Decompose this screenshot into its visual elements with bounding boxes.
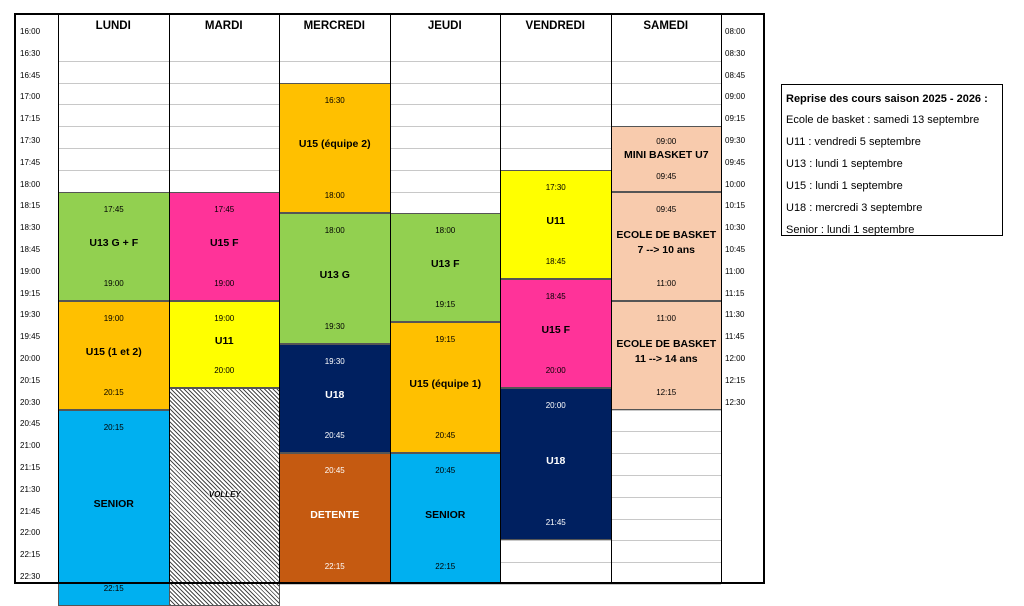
restart-line-senior: Senior : lundi 1 septembre bbox=[786, 224, 915, 236]
time-label-saturday: 11:00 bbox=[725, 266, 745, 276]
time-label-evening: 16:30 bbox=[20, 48, 41, 58]
time-label-evening: 20:30 bbox=[20, 397, 41, 407]
session-start-time: 09:00 bbox=[656, 137, 677, 147]
time-label-evening: 19:30 bbox=[20, 310, 41, 320]
time-label-evening: 19:45 bbox=[20, 332, 41, 342]
session-end-time: 18:00 bbox=[324, 191, 345, 201]
time-label-evening: 18:45 bbox=[20, 245, 41, 254]
session-start-time: 20:00 bbox=[545, 400, 566, 410]
time-label-evening: 20:45 bbox=[20, 419, 41, 429]
session-start-time: 19:00 bbox=[103, 313, 124, 323]
session-label: U13 G + F bbox=[89, 236, 139, 249]
session-start-time: 19:30 bbox=[324, 357, 345, 367]
time-label-evening: 20:00 bbox=[20, 354, 41, 363]
session-start-time: 16:30 bbox=[324, 95, 345, 105]
time-label-saturday: 11:30 bbox=[725, 310, 745, 320]
session-label: U11 bbox=[546, 214, 566, 227]
time-label-saturday: 08:00 bbox=[725, 27, 746, 36]
session-start-time: 17:45 bbox=[214, 204, 235, 214]
time-label-evening: 22:00 bbox=[20, 528, 41, 538]
season-restart-title: Reprise des cours saison 2025 - 2026 : bbox=[786, 93, 988, 105]
session-end-time: 19:00 bbox=[103, 278, 124, 288]
session-end-time: 19:30 bbox=[324, 322, 345, 332]
time-label-saturday: 12:00 bbox=[725, 354, 746, 363]
session-label: U15 (équipe 2) bbox=[298, 138, 371, 151]
session-start-time: 20:45 bbox=[324, 466, 345, 476]
season-restart-box bbox=[781, 84, 1003, 236]
time-label-evening: 21:15 bbox=[20, 463, 41, 472]
session-label: ECOLE DE BASKET 7 --> 10 ans bbox=[616, 229, 717, 257]
time-label-evening: 16:00 bbox=[20, 27, 41, 36]
session-end-time: 20:15 bbox=[103, 387, 124, 397]
session-end-time: 22:15 bbox=[103, 583, 124, 593]
time-label-evening: 16:45 bbox=[20, 70, 41, 80]
time-label-evening: 21:30 bbox=[20, 484, 41, 494]
time-label-evening: 18:30 bbox=[20, 223, 41, 233]
session-label: U15 F bbox=[209, 236, 239, 249]
restart-line-ecole: Ecole de basket : samedi 13 septembre bbox=[786, 114, 980, 126]
time-label-evening: 20:15 bbox=[20, 375, 41, 385]
session-start-time: 20:15 bbox=[103, 422, 124, 432]
time-label-saturday: 12:30 bbox=[725, 397, 746, 407]
time-label-saturday: 12:15 bbox=[725, 375, 746, 385]
time-label-saturday: 10:30 bbox=[725, 223, 746, 233]
time-label-saturday: 09:45 bbox=[725, 157, 746, 167]
restart-line-u11: U11 : vendredi 5 septembre bbox=[786, 136, 921, 148]
time-label-evening: 19:15 bbox=[20, 288, 41, 298]
session-end-time: 22:15 bbox=[435, 561, 456, 571]
session-end-time: 20:45 bbox=[435, 431, 456, 441]
session-end-time: 19:00 bbox=[214, 278, 235, 288]
time-label-evening: 18:00 bbox=[20, 179, 41, 189]
session-label: VOLLEY bbox=[208, 489, 241, 499]
session-start-time: 18:45 bbox=[545, 291, 566, 301]
restart-line-u18: U18 : mercredi 3 septembre bbox=[786, 202, 923, 214]
session-label: MINI BASKET U7 bbox=[623, 149, 709, 162]
session-end-time: 18:45 bbox=[545, 256, 566, 266]
time-label-saturday: 10:00 bbox=[725, 179, 746, 189]
time-label-evening: 22:30 bbox=[20, 572, 41, 581]
time-label-saturday: 11:45 bbox=[725, 332, 745, 342]
session-end-time: 19:15 bbox=[435, 300, 456, 310]
session-start-time: 09:45 bbox=[656, 204, 677, 214]
time-label-evening: 17:15 bbox=[20, 114, 41, 124]
time-label-saturday: 09:15 bbox=[725, 114, 746, 124]
restart-line-u13: U13 : lundi 1 septembre bbox=[786, 158, 903, 170]
session-label: ECOLE DE BASKET 11 --> 14 ans bbox=[616, 338, 717, 366]
session-end-time: 20:45 bbox=[324, 431, 345, 441]
time-label-saturday: 08:30 bbox=[725, 48, 746, 58]
restart-line-u15: U15 : lundi 1 septembre bbox=[786, 180, 903, 192]
session-end-time: 12:15 bbox=[656, 387, 677, 397]
time-label-saturday: 09:00 bbox=[725, 92, 746, 102]
session-start-time: 19:15 bbox=[435, 335, 456, 345]
time-label-evening: 21:00 bbox=[20, 441, 41, 451]
timetable-frame bbox=[14, 13, 765, 584]
session-label: U15 F bbox=[541, 323, 571, 336]
session-end-time: 11:00 bbox=[656, 278, 676, 288]
time-label-evening: 17:30 bbox=[20, 136, 41, 145]
time-label-evening: 17:00 bbox=[20, 92, 41, 102]
time-label-saturday: 10:45 bbox=[725, 245, 746, 254]
session-label: U13 F bbox=[430, 258, 460, 271]
session-label: U11 bbox=[214, 334, 234, 347]
session-label: SENIOR bbox=[93, 498, 134, 511]
time-label-evening: 22:15 bbox=[20, 550, 41, 560]
session-start-time: 18:00 bbox=[435, 226, 456, 236]
day-header: MARDI bbox=[204, 20, 243, 32]
time-label-evening: 18:15 bbox=[20, 201, 41, 211]
session-start-time: 17:45 bbox=[103, 204, 124, 214]
time-label-saturday: 09:30 bbox=[725, 136, 746, 145]
session-start-time: 20:45 bbox=[435, 466, 456, 476]
session-label: SENIOR bbox=[425, 509, 466, 522]
session-start-time: 18:00 bbox=[324, 226, 345, 236]
session-end-time: 20:00 bbox=[214, 365, 235, 375]
session-start-time: 17:30 bbox=[545, 182, 566, 192]
session-label: DETENTE bbox=[310, 509, 360, 522]
session-start-time: 11:00 bbox=[656, 313, 676, 323]
session-label: U15 (équipe 1) bbox=[409, 378, 482, 391]
session-label: U13 G bbox=[319, 269, 350, 282]
time-label-evening: 17:45 bbox=[20, 157, 41, 167]
day-header: LUNDI bbox=[95, 20, 131, 32]
session-start-time: 19:00 bbox=[214, 313, 235, 323]
time-label-saturday: 11:15 bbox=[725, 288, 745, 298]
time-label-saturday: 10:15 bbox=[725, 201, 746, 211]
day-header: VENDREDI bbox=[525, 20, 585, 32]
day-header: SAMEDI bbox=[643, 20, 689, 32]
session-label: U15 (1 et 2) bbox=[85, 345, 142, 358]
session-end-time: 22:15 bbox=[324, 561, 345, 571]
session-label: U18 bbox=[325, 389, 345, 402]
time-label-evening: 21:45 bbox=[20, 506, 41, 516]
day-header: JEUDI bbox=[427, 20, 462, 32]
time-label-evening: 19:00 bbox=[20, 266, 41, 276]
session-end-time: 20:00 bbox=[545, 365, 566, 375]
session-label: U18 bbox=[546, 454, 566, 467]
session-end-time: 21:45 bbox=[545, 518, 566, 528]
session-end-time: 09:45 bbox=[656, 171, 677, 181]
time-label-saturday: 08:45 bbox=[725, 70, 746, 80]
day-header: MERCREDI bbox=[303, 20, 365, 32]
